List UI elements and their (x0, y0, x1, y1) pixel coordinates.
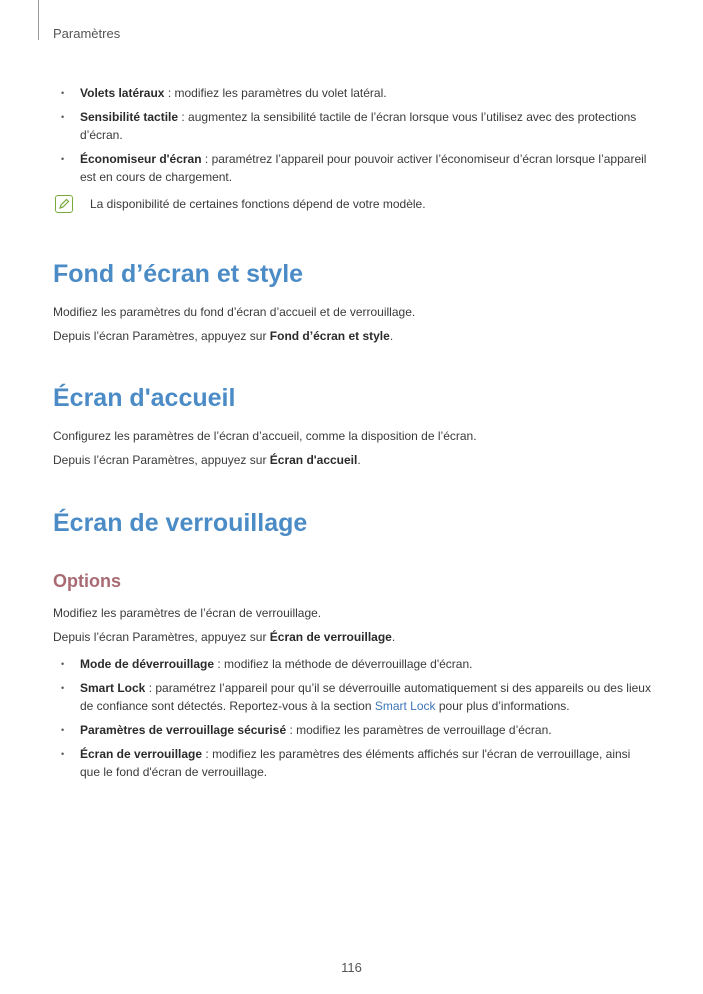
options-bullet-list (61, 655, 651, 787)
list-item: • Smart Lock : paramétrez l’appareil pour qu’il se déverrouille automatiquement si des appareils ou des lieux de confiance sont détectés. Reportez-vous à la section Smart Lock pour plus d’informations. (61, 679, 651, 715)
list-item: • Sensibilité tactile : augmentez la sensibilité tactile de l’écran lorsque vous l’utilisez avec des protections d’écran. (61, 108, 651, 144)
section-title-fond: Fond d’écran et style (53, 260, 304, 288)
note-pencil-icon (55, 195, 73, 213)
section-path-accueil: Depuis l’écran Paramètres, appuyez sur Écran d'accueil. (53, 453, 361, 467)
list-item: • Économiseur d'écran : paramétrez l’appareil pour pouvoir activer l’économiseur d’écran lorsque l’appareil est en cours de chargement. (61, 150, 651, 186)
note-text: La disponibilité de certaines fonctions dépend de votre modèle. (90, 197, 426, 211)
page-header-title: Paramètres (53, 26, 121, 41)
note-box (55, 194, 426, 214)
subsection-title-options: Options (53, 571, 121, 591)
section-title-accueil: Écran d'accueil (53, 384, 236, 412)
list-item: • Écran de verrouillage : modifiez les paramètres des éléments affichés sur l'écran de verrouillage, ainsi que le fond d'écran de verrouillage. (61, 745, 651, 781)
section-path-fond: Depuis l’écran Paramètres, appuyez sur Fond d’écran et style. (53, 329, 394, 343)
list-item: • Paramètres de verrouillage sécurisé : modifiez les paramètres de verrouillage d’écran. (61, 721, 651, 739)
section-desc-accueil: Configurez les paramètres de l’écran d’accueil, comme la disposition de l’écran. (53, 429, 477, 443)
section-title-verrouillage: Écran de verrouillage (53, 509, 308, 537)
top-bullet-list (61, 84, 651, 192)
section-desc-verrouillage: Modifiez les paramètres de l’écran de verrouillage. (53, 606, 322, 620)
page-number: 116 (341, 960, 362, 975)
list-item: • Volets latéraux : modifiez les paramètres du volet latéral. (61, 84, 651, 102)
smart-lock-link[interactable]: Smart Lock (374, 699, 436, 713)
section-desc-fond: Modifiez les paramètres du fond d’écran d’accueil et de verrouillage. (53, 305, 416, 319)
header-rule (38, 0, 39, 40)
section-path-verrouillage: Depuis l’écran Paramètres, appuyez sur Écran de verrouillage. (53, 630, 396, 644)
list-item: • Mode de déverrouillage : modifiez la méthode de déverrouillage d'écran. (61, 655, 651, 673)
